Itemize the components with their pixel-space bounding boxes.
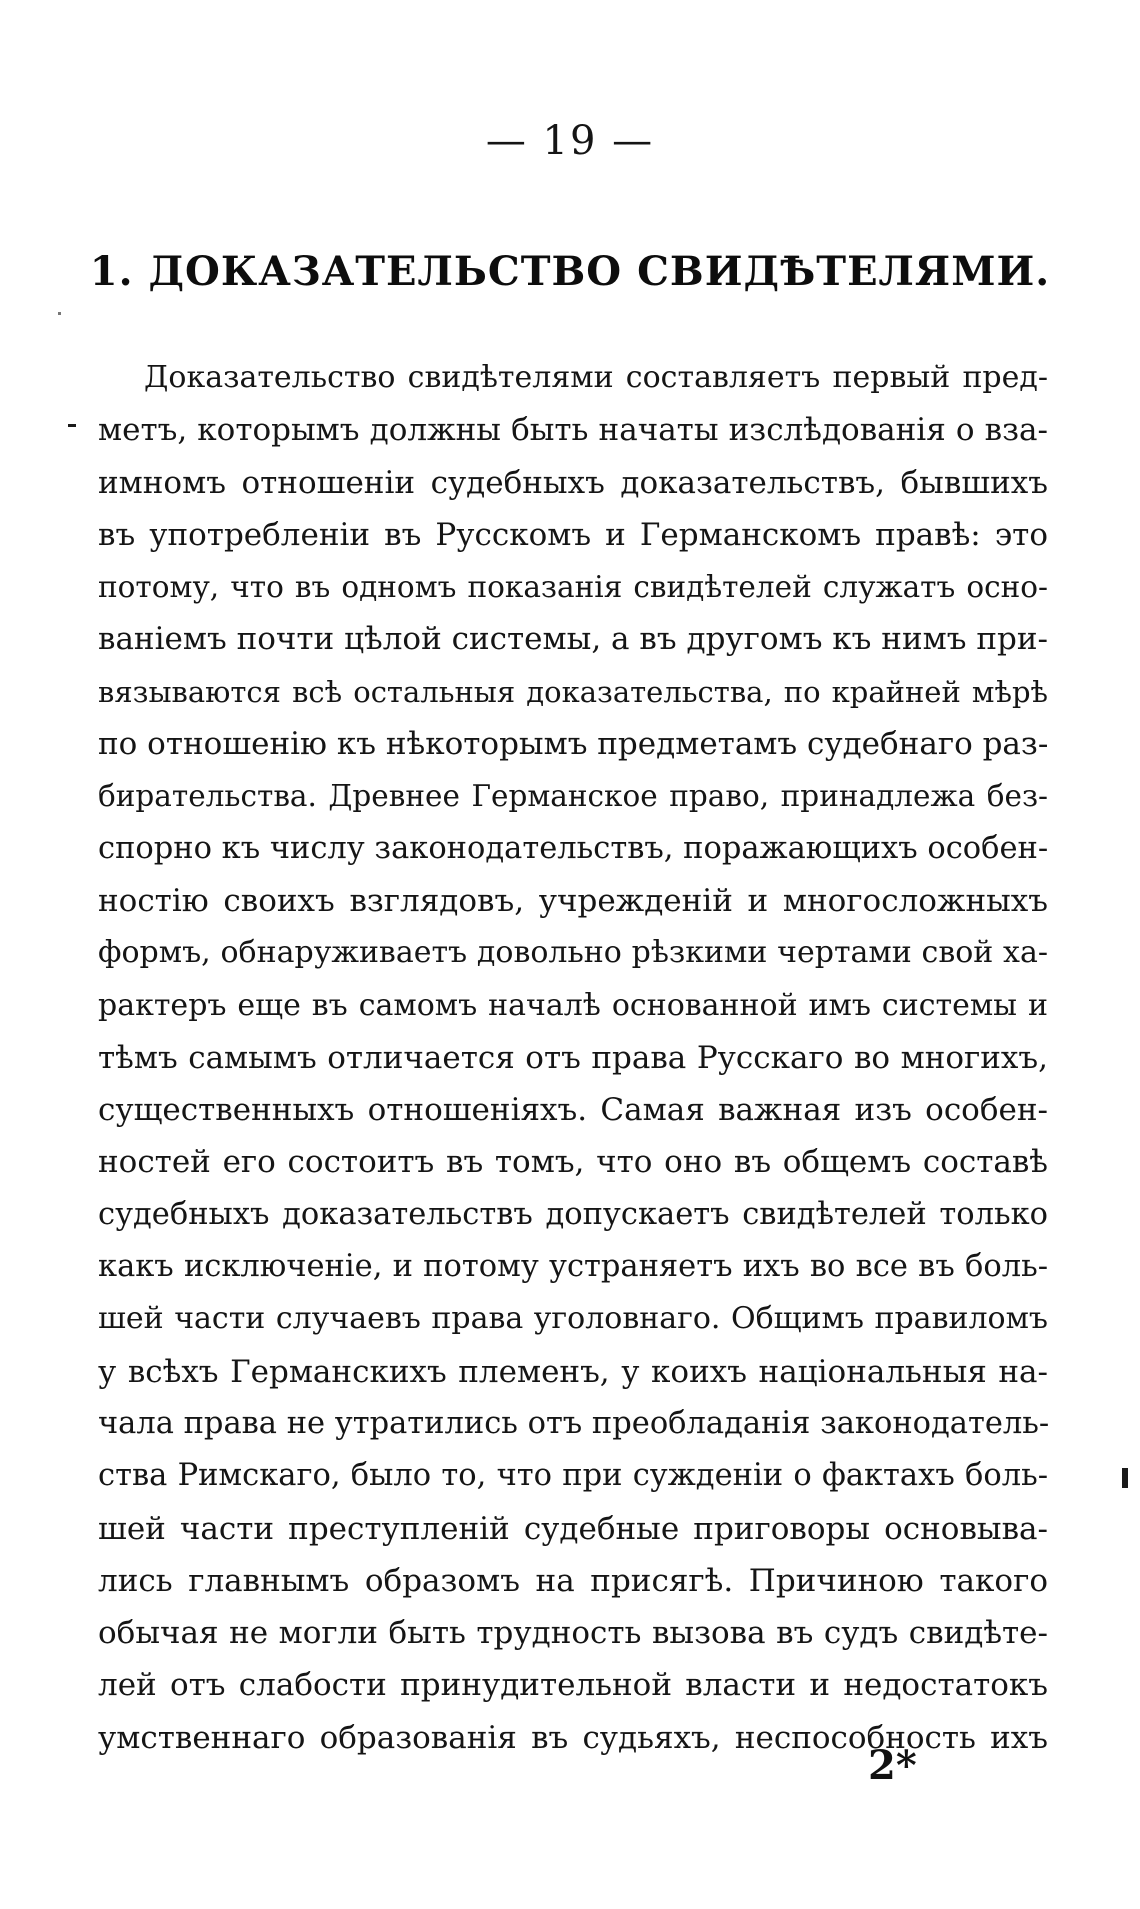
section-heading: 1. ДОКАЗАТЕЛЬСТВО СВИДѢТЕЛЯМИ. [89,248,1051,295]
text-line: ностей его состоитъ въ томъ, что оно въ общемъ составѣ [98,1144,1048,1181]
text-line: умственнаго образованія въ судьяхъ, неспособность ихъ [98,1719,1048,1756]
text-line: имномъ отношеніи судебныхъ доказательствъ, бывшихъ [98,464,1048,501]
text-line: ваніемъ почти цѣлой системы, а въ другомъ къ нимъ при- [98,621,1048,658]
text-line: метъ, которымъ должны быть начаты изслѣдованія о вза- [98,412,1048,449]
text-line: судебныхъ доказательствъ допускаетъ свидѣтелей только [98,1196,1048,1232]
text-line: чала права не утратились отъ преобладанія законодатель- [98,1405,1050,1441]
text-line: обычая не могли быть трудность вызова въ судъ свидѣте- [98,1615,1048,1652]
text-line: лись главнымъ образомъ на присягѣ. Причиною такого [98,1562,1048,1599]
page-number: — 19 — [485,118,655,164]
scan-speck [68,424,76,427]
text-line: существенныхъ отношеніяхъ. Самая важная изъ особен- [98,1092,1048,1129]
text-line: по отношенію къ нѣкоторымъ предметамъ судебнаго раз- [98,726,1049,763]
text-line: Доказательство свидѣтелями составляетъ первый пред- [144,360,1048,395]
text-line: шей части преступленій судебные приговоры основыва- [98,1510,1048,1547]
text-line: шей части случаевъ права уголовнаго. Общимъ правиломъ [98,1301,1048,1337]
scan-speck [1122,1468,1128,1488]
text-line: ностію своихъ взглядовъ, учрежденій и многосложныхъ [98,882,1048,919]
text-line: бирательства. Древнее Германское право, принадлежа без- [98,779,1048,814]
text-line: спорно къ числу законодательствъ, поражающихъ особен- [98,830,1049,866]
text-line: въ употребленіи въ Русскомъ и Германскомъ правѣ: это [98,516,1048,553]
text-line: потому, что въ одномъ показанія свидѣтелей служатъ осно- [98,570,1048,605]
text-line: формъ, обнаруживаетъ довольно рѣзкими чертами свой ха- [98,935,1048,971]
text-line: вязываются всѣ остальныя доказательства, по крайней мѣрѣ [98,674,1048,709]
scan-speck [58,312,61,315]
body-text [98,352,1048,1764]
text-line: какъ исключеніе, и потому устраняетъ ихъ во все въ боль- [98,1249,1048,1285]
text-line: тѣмъ самымъ отличается отъ права Русскаго во многихъ, [98,1039,1048,1076]
signature-mark: 2* [868,1742,917,1789]
text-line: рактеръ еще въ самомъ началѣ основанной имъ системы и [98,987,1048,1023]
text-line: у всѣхъ Германскихъ племенъ, у коихъ національныя на- [98,1353,1048,1390]
text-line: лей отъ слабости принудительной власти и недостатокъ [98,1667,1048,1704]
text-line: ства Римскаго, было то, что при сужденіи о фактахъ боль- [98,1458,1048,1494]
